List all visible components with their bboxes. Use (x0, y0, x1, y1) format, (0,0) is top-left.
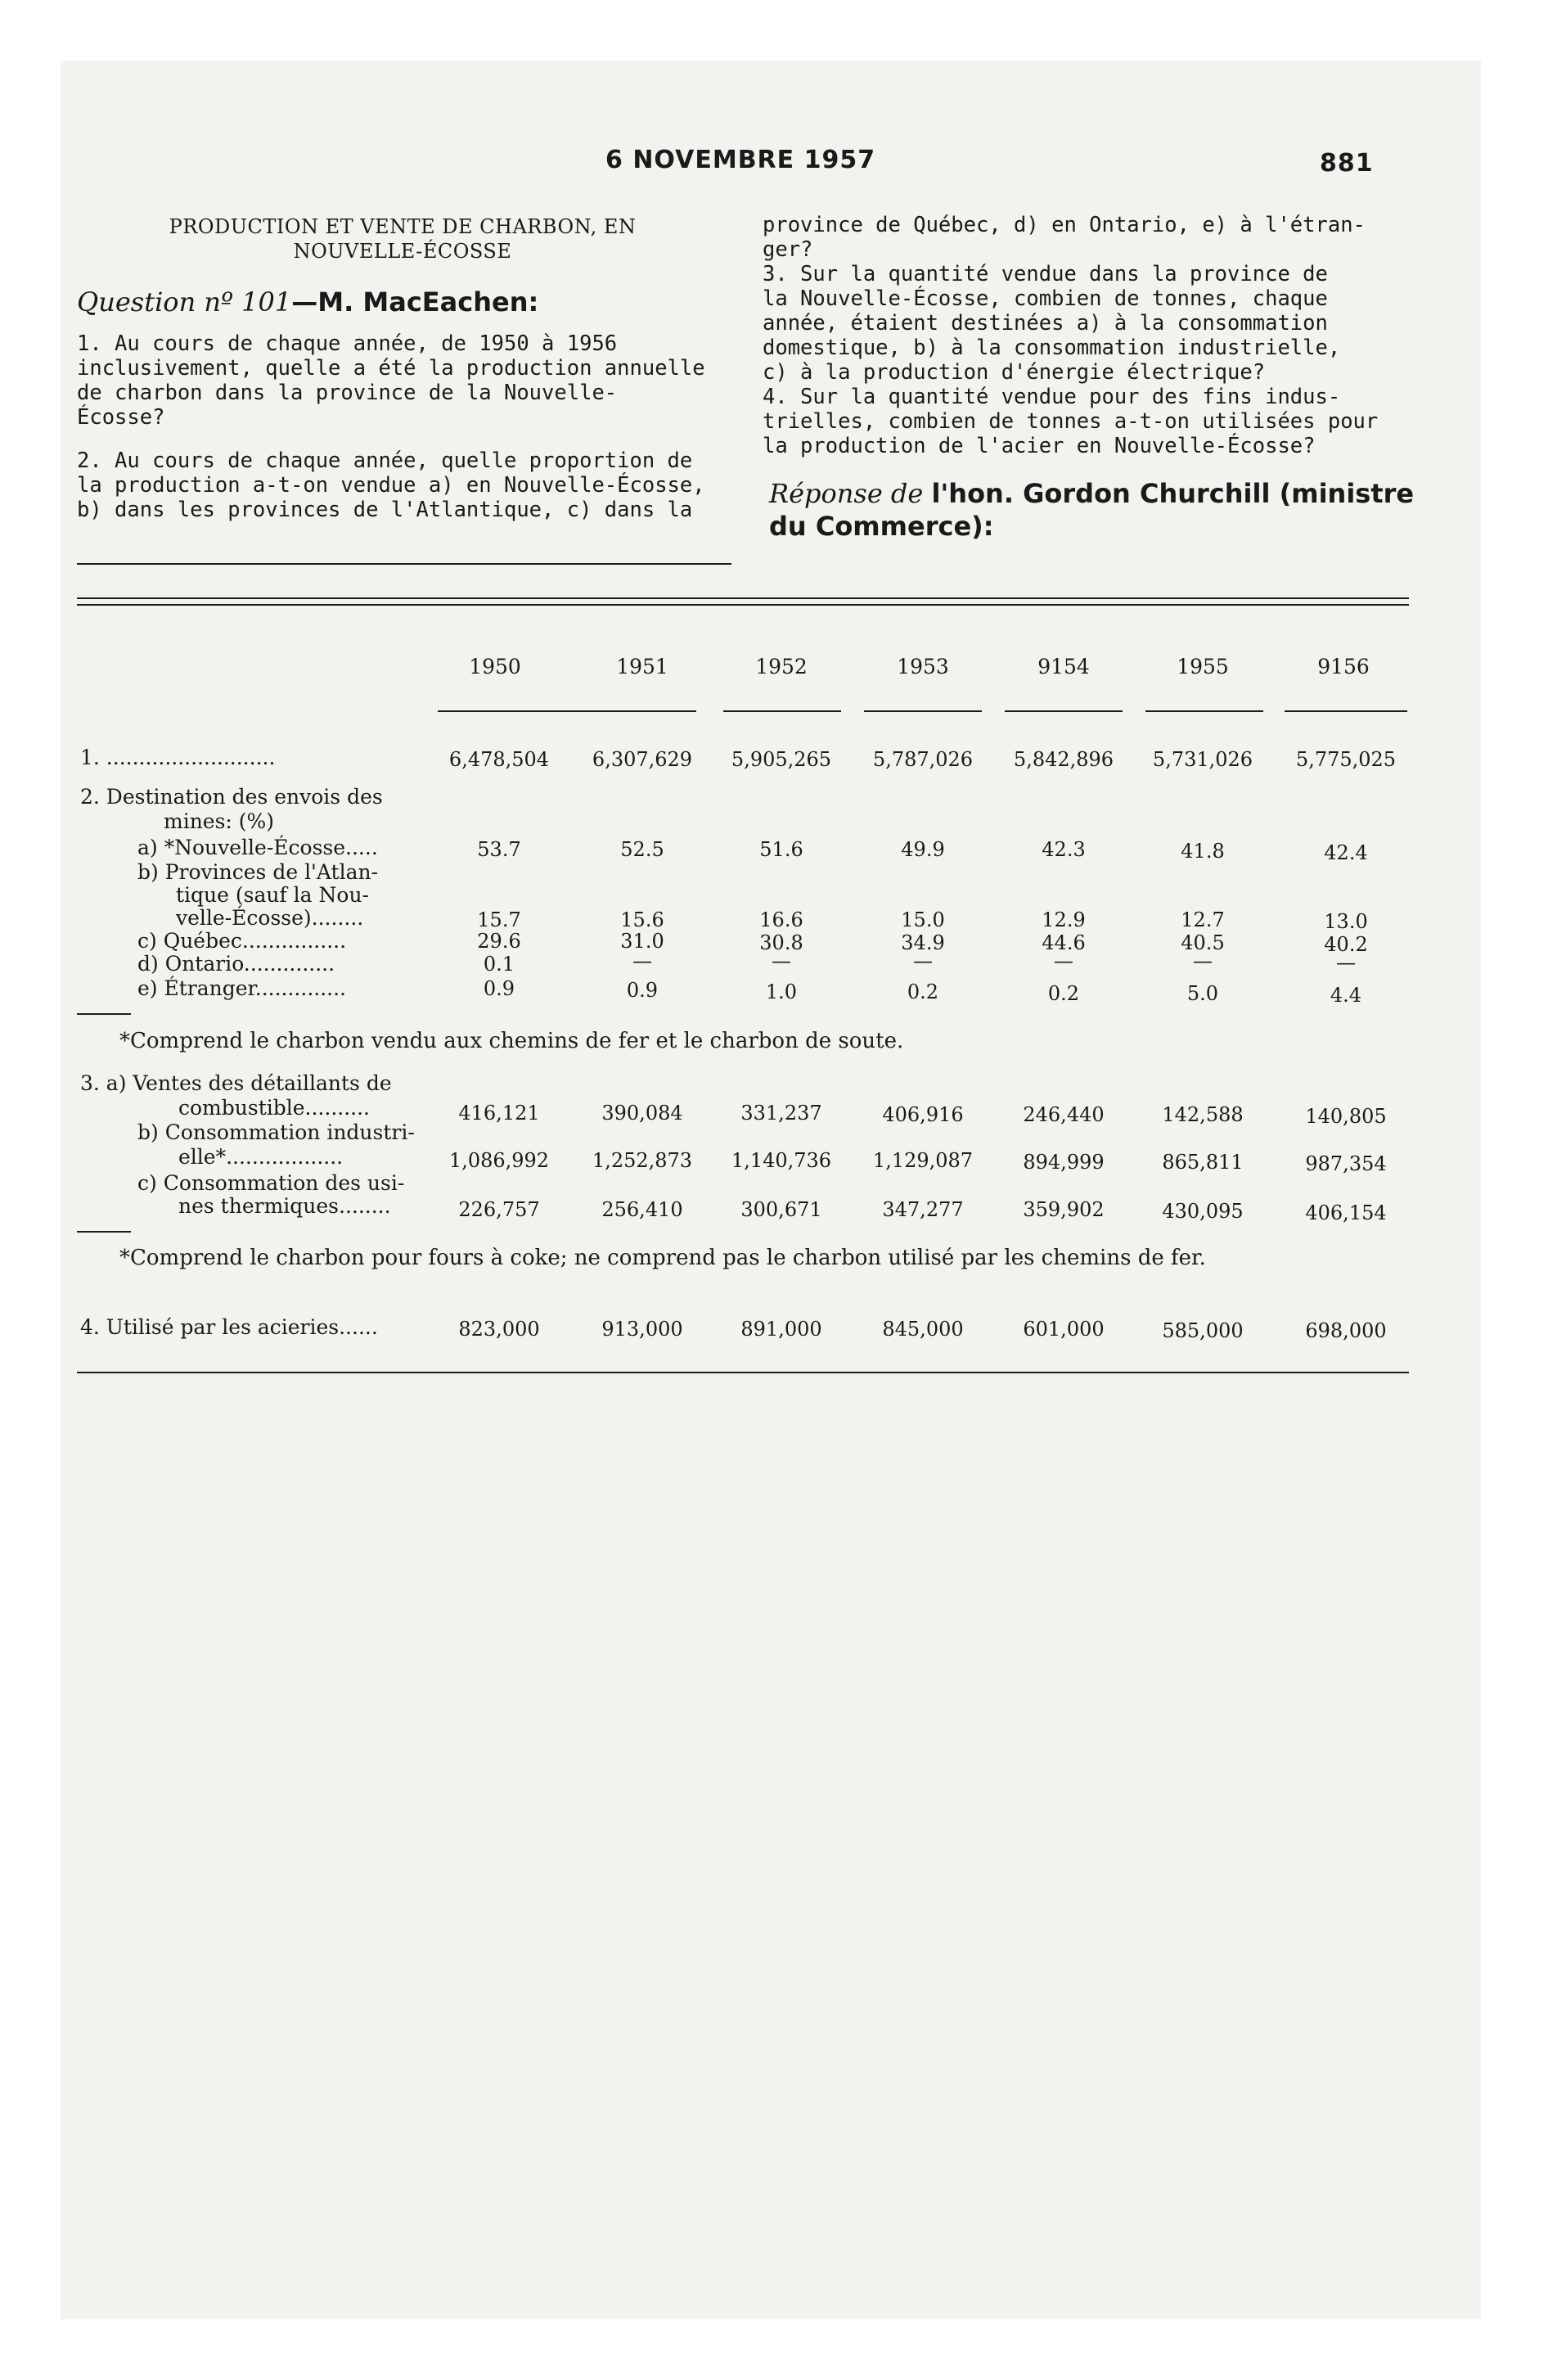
table-cell: 30.8 (759, 931, 803, 954)
table-cell: 5,775,025 (1295, 748, 1397, 771)
table-cell: — (632, 949, 652, 972)
text-line: Écosse? (77, 405, 165, 430)
row-label: d) Ontario.............. (137, 952, 335, 976)
text-line: la Nouvelle-Écosse, combien de tonnes, chaque (763, 286, 1328, 311)
table-top-rule (77, 597, 1409, 599)
table-cell: 430,095 (1162, 1200, 1244, 1223)
table-cell: 359,902 (1023, 1198, 1105, 1221)
table-bottom-rule (77, 1372, 1409, 1373)
table-cell: 865,811 (1162, 1151, 1244, 1174)
text-line: la production a-t-on vendue a) en Nouvelle-Écosse, (77, 473, 705, 498)
table-cell: 0.1 (483, 953, 515, 976)
table-cell: — (772, 949, 791, 972)
table-cell: 51.6 (759, 838, 803, 861)
table-cell: 31.0 (620, 930, 664, 953)
table-cell: 246,440 (1023, 1103, 1105, 1126)
question-4 (763, 385, 1417, 458)
text-line: 1. Au cours de chaque année, de 1950 à 1956 (77, 331, 618, 356)
response-author: l'hon. Gordon Churchill (ministre (931, 478, 1415, 509)
column-header-year: 1951 (616, 655, 668, 678)
column-underline (1285, 710, 1407, 712)
table-cell: 845,000 (882, 1318, 964, 1341)
question-2 (77, 449, 740, 522)
row-label: elle*.................. (178, 1145, 344, 1169)
table-cell: 140,805 (1305, 1105, 1387, 1128)
row-label: e) Étranger.............. (137, 976, 347, 1000)
column-header-year: 9156 (1317, 655, 1370, 678)
text-line: inclusivement, quelle a été la production annuelle (77, 356, 705, 381)
response-label: Réponse de (769, 478, 924, 509)
column-header-year: 9154 (1037, 655, 1090, 678)
footnote: *Comprend le charbon vendu aux chemins de fer et le charbon de soute. (119, 1029, 904, 1053)
text-line: ger? (763, 237, 813, 262)
table-cell: — (1054, 949, 1073, 972)
table-top-rule (77, 604, 1409, 606)
row-label: tique (sauf la Nou- (176, 883, 369, 907)
row-label: combustible.......... (178, 1096, 370, 1120)
table-cell: 1.0 (765, 980, 798, 1003)
table-cell: 12.9 (1042, 908, 1086, 931)
table-cell: 406,154 (1305, 1201, 1387, 1224)
text-line: c) à la production d'énergie électrique? (763, 360, 1266, 385)
row-label: 4. Utilisé par les acieries...... (80, 1315, 378, 1339)
response-heading (769, 477, 1414, 543)
row-label: c) Québec................ (137, 929, 347, 953)
table-cell: 5,787,026 (872, 748, 974, 771)
table-cell: 585,000 (1162, 1319, 1244, 1342)
text-line: la production de l'acier en Nouvelle-Écosse? (763, 434, 1316, 458)
response-author-line2: du Commerce): (769, 511, 994, 542)
table-cell: 416,121 (458, 1102, 540, 1125)
table-cell: 5.0 (1186, 982, 1219, 1005)
table-cell: — (913, 949, 933, 972)
table-cell: 41.8 (1181, 840, 1225, 863)
table-cell: 256,410 (601, 1198, 683, 1221)
question-3 (763, 262, 1417, 385)
text-line: domestique, b) à la consommation industrielle, (763, 336, 1341, 360)
table-cell: 0.9 (626, 979, 659, 1002)
table-cell: 142,588 (1162, 1103, 1244, 1126)
row-label: nes thermiques........ (178, 1194, 391, 1218)
table-cell: 1,140,736 (731, 1149, 832, 1172)
table-cell: 40.5 (1181, 931, 1225, 954)
table-cell: 42.4 (1324, 841, 1368, 864)
text-line: année, étaient destinées a) à la consommation (763, 311, 1328, 336)
table-cell: 6,307,629 (592, 748, 693, 771)
table-cell: — (1336, 951, 1356, 974)
table-cell: 53.7 (477, 838, 521, 861)
table-cell: 1,252,873 (592, 1149, 693, 1172)
table-cell: 987,354 (1305, 1152, 1387, 1175)
footnote-rule (77, 1013, 131, 1015)
page-number: 881 (1320, 149, 1374, 178)
table-cell: 6,478,504 (448, 748, 550, 771)
table-cell: 1,129,087 (872, 1149, 974, 1172)
column-header-year: 1955 (1177, 655, 1229, 678)
article-title (75, 214, 730, 264)
table-cell: 15.6 (620, 908, 664, 931)
row-label: b) Provinces de l'Atlan- (137, 860, 379, 884)
question-2-continued (763, 213, 1417, 262)
question-1 (77, 331, 740, 430)
table-cell: 406,916 (882, 1103, 964, 1126)
column-underline (723, 710, 841, 712)
table-cell: 0.9 (483, 977, 515, 1000)
article-title-line: PRODUCTION ET VENTE DE CHARBON, EN (169, 215, 637, 238)
column-underline (864, 710, 982, 712)
column-header-year: 1952 (755, 655, 808, 678)
column-underline (438, 710, 696, 712)
text-line: 3. Sur la quantité vendue dans la province de (763, 262, 1328, 286)
row-label: velle-Écosse)........ (176, 906, 364, 930)
table-cell: 894,999 (1023, 1151, 1105, 1174)
table-cell: 5,842,896 (1013, 748, 1114, 771)
table-cell: 40.2 (1324, 933, 1368, 956)
table-cell: 300,671 (740, 1198, 822, 1221)
table-cell: 13.0 (1324, 910, 1368, 933)
question-author: —M. MacEachen: (291, 286, 539, 318)
table-cell: 0.2 (907, 980, 939, 1003)
row-label: a) *Nouvelle-Écosse..... (137, 836, 378, 859)
table-cell: 331,237 (740, 1102, 822, 1125)
table-cell: 12.7 (1181, 908, 1225, 931)
table-cell: 52.5 (620, 838, 664, 861)
row-label: 2. Destination des envois des (80, 785, 383, 809)
table-cell: 4.4 (1330, 984, 1362, 1007)
footnote-rule (77, 1231, 131, 1233)
table-cell: 823,000 (458, 1318, 540, 1341)
table-cell: 15.7 (477, 908, 521, 931)
text-line: b) dans les provinces de l'Atlantique, c) dans la (77, 498, 693, 522)
table-cell: 15.0 (901, 908, 945, 931)
table-cell: 601,000 (1023, 1318, 1105, 1341)
table-cell: 49.9 (901, 838, 945, 861)
text-line: trielles, combien de tonnes a-t-on utilisées pour (763, 409, 1379, 434)
table-cell: 34.9 (901, 931, 945, 954)
column-header-year: 1953 (897, 655, 949, 678)
row-label: b) Consommation industri- (137, 1120, 415, 1144)
table-cell: 42.3 (1042, 838, 1086, 861)
text-line: de charbon dans la province de la Nouvelle- (77, 381, 618, 405)
table-cell: 891,000 (740, 1318, 822, 1341)
row-label: 1. .......................... (80, 746, 276, 769)
table-cell: 5,731,026 (1152, 748, 1253, 771)
article-title-line: NOUVELLE-ÉCOSSE (293, 240, 512, 263)
row-label: mines: (%) (164, 809, 275, 833)
text-line: 4. Sur la quantité vendue pour des fins indus- (763, 385, 1341, 409)
table-cell: 0.2 (1047, 982, 1080, 1005)
table-cell: — (1193, 949, 1213, 972)
table-cell: 347,277 (882, 1198, 964, 1221)
page-date: 6 NOVEMBRE 1957 (605, 146, 876, 174)
table-cell: 913,000 (601, 1318, 683, 1341)
table-cell: 390,084 (601, 1102, 683, 1125)
table-cell: 1,086,992 (448, 1149, 550, 1172)
footnote: *Comprend le charbon pour fours à coke; ne comprend pas le charbon utilisé par les chemins de fer. (119, 1246, 1206, 1270)
column-underline (1005, 710, 1123, 712)
column-header-year: 1950 (469, 655, 521, 678)
table-cell: 698,000 (1305, 1319, 1387, 1342)
row-label: c) Consommation des usi- (137, 1171, 405, 1195)
text-line: 2. Au cours de chaque année, quelle proportion de (77, 449, 693, 473)
column-underline (1145, 710, 1263, 712)
question-heading (77, 286, 538, 318)
question-label: Question nº 101 (77, 286, 292, 318)
column-rule (77, 563, 731, 565)
table-cell: 44.6 (1042, 931, 1086, 954)
table-cell: 29.6 (477, 930, 521, 953)
table-cell: 226,757 (458, 1198, 540, 1221)
row-label: 3. a) Ventes des détaillants de (80, 1071, 392, 1095)
table-cell: 16.6 (759, 908, 803, 931)
text-line: province de Québec, d) en Ontario, e) à l'étran- (763, 213, 1366, 237)
table-cell: 5,905,265 (731, 748, 832, 771)
